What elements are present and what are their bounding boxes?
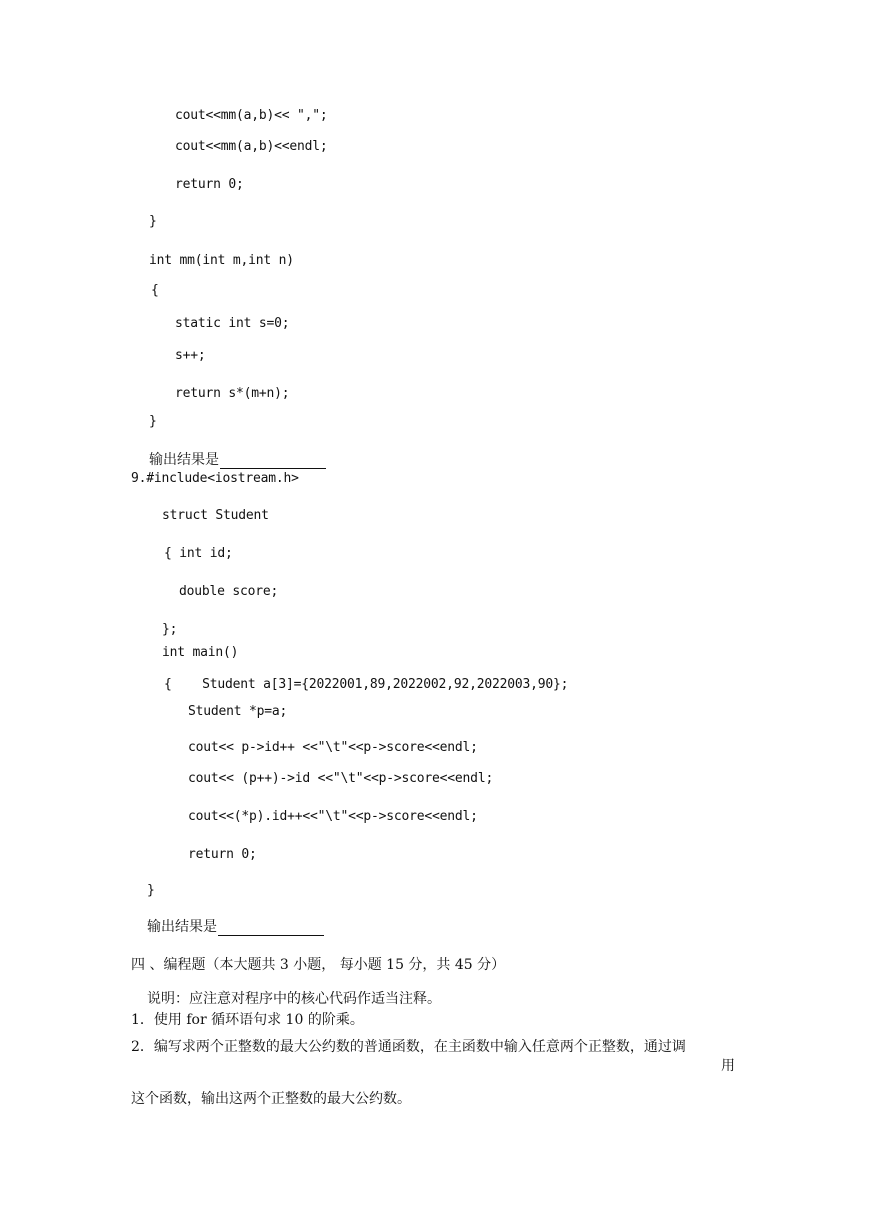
code-line: cout<< (p++)->id <<"\t"<<p->score<<endl; [188, 771, 494, 786]
code-line: s++; [175, 348, 206, 363]
code-line: } [149, 414, 157, 429]
code-line: cout<<(*p).id++<<"\t"<<p->score<<endl; [188, 809, 478, 824]
answer-blank[interactable] [220, 454, 326, 469]
question-2-line-2: 这个函数，输出这两个正整数的最大公约数。 [131, 1091, 411, 1107]
code-line: }; [162, 622, 178, 637]
code-line: cout<< p->id++ <<"\t"<<p->score<<endl; [188, 740, 478, 755]
answer-blank[interactable] [218, 921, 324, 936]
code-line: double score; [179, 584, 279, 599]
code-line: int mm(int m,int n) [149, 253, 294, 268]
output-answer-line-1 [149, 451, 326, 469]
code-line: 9.#include<iostream.h> [131, 471, 299, 486]
output-answer-line-2 [147, 918, 324, 936]
code-line: { int id; [164, 546, 233, 561]
code-line: } [147, 883, 155, 898]
code-line: struct Student [162, 508, 269, 523]
code-line: cout<<mm(a,b)<<endl; [175, 139, 328, 154]
code-line: { Student a[3]={2022001,89,2022002,92,2022003,90}; [164, 677, 569, 692]
code-line: static int s=0; [175, 316, 290, 331]
code-line: { [151, 283, 159, 298]
code-line: return 0; [188, 847, 257, 862]
question-2-line-1: 2．编写求两个正整数的最大公约数的普通函数，在主函数中输入任意两个正整数，通过调 [131, 1039, 686, 1055]
question-2-wrap: 用 [721, 1058, 735, 1074]
code-line: Student *p=a; [188, 704, 288, 719]
output-label: 输出结果是 [147, 919, 217, 935]
section-heading: 四 、编程题（本大题共 3 小题， 每小题 15 分，共 45 分） [131, 957, 506, 973]
code-line: } [149, 214, 157, 229]
code-line: return s*(m+n); [175, 386, 290, 401]
code-line: cout<<mm(a,b)<< ","; [175, 108, 328, 123]
section-note: 说明：应注意对程序中的核心代码作适当注释。 [147, 991, 441, 1007]
output-label: 输出结果是 [149, 452, 219, 468]
question-1: 1．使用 for 循环语句求 10 的阶乘。 [131, 1012, 364, 1028]
code-line: return 0; [175, 177, 244, 192]
code-line: int main() [162, 645, 239, 660]
